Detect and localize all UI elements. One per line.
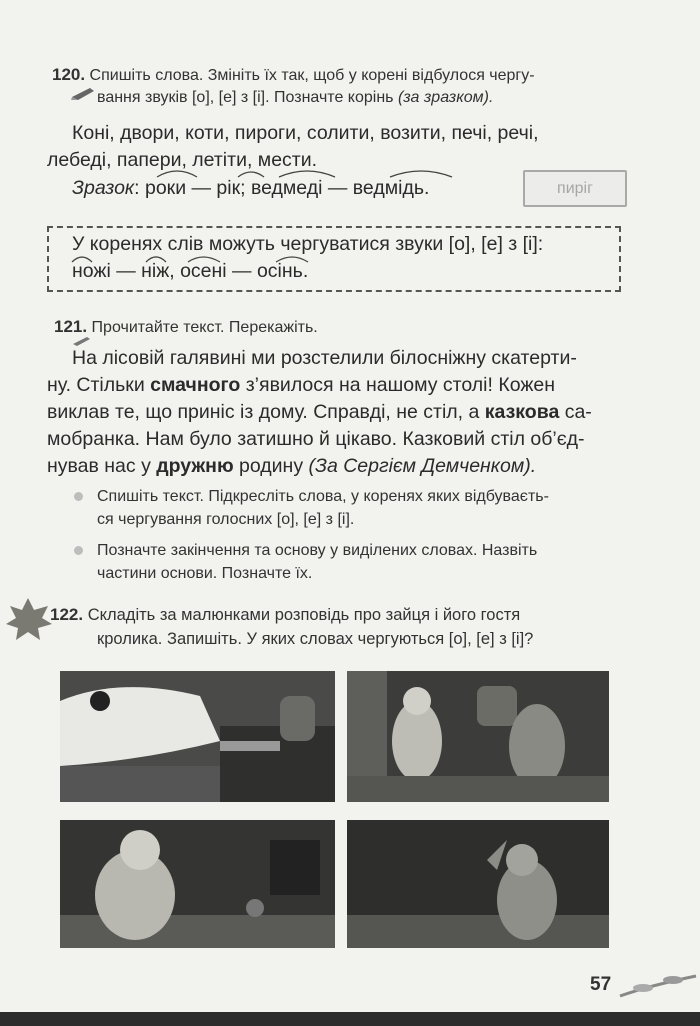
- task-121-heading: [54, 316, 318, 339]
- task-120-line2-text: вання звуків [о], [е] з [і]. Позначте корінь: [97, 89, 398, 106]
- task-120-line2-italic: (за зразком).: [397, 89, 494, 106]
- task-120-words-line2: лебеді, папери, летіти, мести.: [47, 149, 318, 171]
- bullet2-line2: частини основи. Позначте їх.: [97, 565, 313, 582]
- task-122-heading: [50, 604, 520, 626]
- bullet1-line2: ся чергування голосних [о], [е] з [і].: [97, 511, 355, 528]
- bold-word-kazkova: казкова: [484, 401, 560, 423]
- decorative-branch-icon: [618, 966, 698, 1006]
- text-line4: мобранка. Нам було затишно й цікаво. Казковий стіл об’єд-: [47, 428, 585, 450]
- illustration-3: [60, 820, 335, 948]
- bullet2-line1: Позначте закінчення та основу у виділених словах. Назвіть: [97, 542, 538, 559]
- example-label: Зразок: [72, 177, 135, 199]
- text-line5-a: нував нас у: [47, 455, 157, 477]
- task-120-line2: [97, 87, 493, 109]
- text-line3-a: виклав те, що приніс із дому. Справді, не стіл, а: [47, 401, 485, 423]
- text-line2: [47, 372, 555, 399]
- task-122-number: 122.: [50, 605, 84, 624]
- task-122-line2: кролика. Запишіть. У яких словах чергуються [о], [е] з [і]?: [97, 630, 534, 648]
- author-credit: (За Сергієм Демченком).: [308, 455, 537, 477]
- text-line2-a: ну. Стільки: [47, 374, 151, 396]
- text-line3-c: са-: [559, 401, 592, 423]
- task-120-line1: Спишіть слова. Змініть їх так, щоб у корені відбулося чергу-: [89, 67, 535, 84]
- task-122-line1: Складіть за малюнками розповідь про зайця і його гостя: [87, 606, 521, 624]
- root-arcs: [155, 165, 465, 181]
- illustration-1: [60, 671, 335, 802]
- maple-leaf-icon: [4, 596, 54, 642]
- text-line2-c: з’явилося на нашому столі! Кожен: [240, 374, 555, 396]
- task-121-title: Прочитайте текст. Перекажіть.: [91, 319, 318, 336]
- rule-line1: У коренях слів можуть чергуватися звуки [о], [е] з [і]:: [72, 233, 544, 255]
- rule-arcs: [70, 250, 350, 264]
- example-text: : роки — рік; ведмеді — ведмідь.: [134, 177, 430, 199]
- bullet1-line1: Спишіть текст. Підкресліть слова, у коренях яких відбуваєть-: [97, 488, 549, 505]
- text-line5: [47, 453, 536, 480]
- illustration-4: [347, 820, 609, 948]
- page-number: 57: [590, 974, 612, 995]
- task-120-number: 120.: [52, 65, 86, 84]
- bullet-icon: [74, 546, 83, 555]
- text-line1: На лісовій галявині ми розстелили білосніжну скатерти-: [72, 347, 577, 369]
- pencil-icon: [70, 85, 96, 101]
- text-line5-c: родину: [233, 455, 309, 477]
- text-line3: [47, 399, 592, 426]
- bullet-icon: [74, 492, 83, 501]
- rule-line2: ножі — ніж, осені — осінь.: [72, 260, 309, 282]
- page-bottom-border: [0, 1012, 700, 1026]
- answer-box: пиріг: [523, 170, 627, 207]
- illustration-2: [347, 671, 609, 802]
- bold-word-smachnoho: смачного: [150, 374, 241, 396]
- task-120-words-line1: Коні, двори, коти, пироги, солити, возити, печі, речі,: [72, 122, 539, 144]
- bold-word-druzhnyu: дружню: [156, 455, 234, 477]
- task-120-heading: [52, 64, 535, 87]
- task-121-number: 121.: [54, 317, 88, 336]
